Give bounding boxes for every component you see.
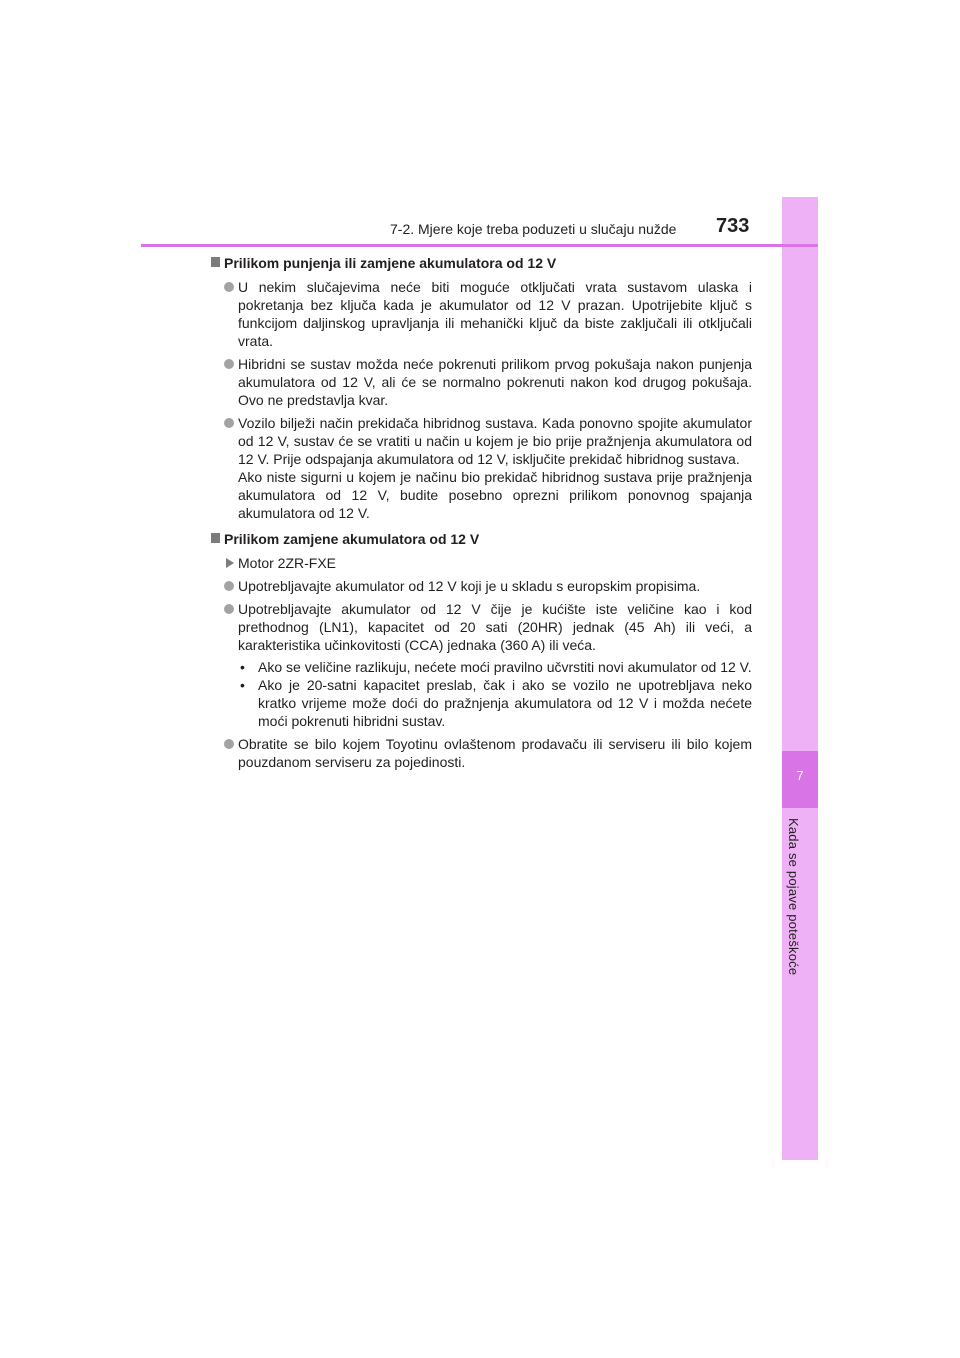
header-rule [141, 244, 818, 247]
section-title: 7-2. Mjere koje treba poduzeti u slučaju nužde [390, 221, 677, 237]
engine-label-text: Motor 2ZR-FXE [238, 555, 337, 571]
sub-list-item-text: Ako se veličine razlikuju, nećete moći pravilno učvrstiti novi akumulator od 12 V. [258, 659, 752, 675]
circle-bullet-icon [224, 418, 234, 428]
dot-bullet-icon: • [240, 659, 245, 675]
chapter-tab-strip [782, 197, 818, 1160]
list-item [210, 355, 752, 409]
dot-bullet-icon: • [240, 677, 245, 693]
circle-bullet-icon [224, 739, 234, 749]
list-item-text: Vozilo bilježi način prekidača hibridnog sustava. Kada ponovno spojite akumulator od 12 V, sustav će se vratiti u način u kojem je bio prije pražnjenja akumulatora od 12 V. Prije odspajanja akumulatora od 12 V, isključite prekidač hibridnog sustava. [238, 415, 752, 467]
list-item-text: Upotrebljavajte akumulator od 12 V čije je kućište iste veličine kao i kod prethodnog (LN1), kapacitet od 20 sati (20HR) jednak (45 Ah) ili veći, a karakteristika učinkovitosti (CCA) jednaka (360 A) ili veća. [238, 601, 752, 653]
section-heading [210, 254, 752, 272]
list-item [210, 577, 752, 595]
list-item-text: Ako niste sigurni u kojem je načinu bio prekidač hibridnog sustava prije pražnjenja akumulatora od 12 V, budite posebno oprezni prilikom ponovnog spajanja akumulatora od 12 V. [238, 469, 752, 521]
square-bullet-icon [211, 257, 220, 267]
section-heading [210, 530, 752, 548]
section-heading-text: Prilikom zamjene akumulatora od 12 V [224, 531, 480, 547]
list-item-text: Hibridni se sustav možda neće pokrenuti prilikom prvog pokušaja nakon punjenja akumulatora od 12 V, ali će se normalno pokrenuti nakon kod drugog pokušaja. Ovo ne predstavlja kvar. [238, 356, 752, 408]
engine-label [210, 554, 752, 572]
sub-list-item [210, 658, 752, 676]
list-item-text: Upotrebljavajte akumulator od 12 V koji je u skladu s europskim propisima. [238, 578, 701, 594]
sub-list-item [210, 676, 752, 730]
list-item [210, 278, 752, 350]
list-item [210, 414, 752, 522]
list-item-text: U nekim slučajevima neće biti moguće otključati vrata sustavom ulaska i pokretanja bez ključa kada je akumulator od 12 V prazan. Upotrijebite ključ s funkcijom daljinskog upravljanja ili mehanički ključ da biste zaključali ili otključali vrata. [238, 279, 752, 349]
square-bullet-icon [211, 533, 220, 543]
triangle-bullet-icon [226, 558, 234, 568]
list-item [210, 600, 752, 730]
circle-bullet-icon [224, 581, 234, 591]
list-item [210, 735, 752, 771]
chapter-number: 7 [796, 768, 804, 783]
page-content [210, 254, 752, 776]
section-heading-text: Prilikom punjenja ili zamjene akumulatora od 12 V [224, 255, 557, 271]
chapter-title: Kada se pojave poteškoće [786, 818, 801, 976]
circle-bullet-icon [224, 359, 234, 369]
circle-bullet-icon [224, 282, 234, 292]
list-item-text: Obratite se bilo kojem Toyotinu ovlaštenom prodavaču ili serviseru ili bilo kojem pouzdanom serviseru za pojedinosti. [238, 736, 752, 770]
circle-bullet-icon [224, 604, 234, 614]
page-number: 733 [716, 215, 750, 237]
sub-list-item-text: Ako je 20-satni kapacitet preslab, čak i ako se vozilo ne upotrebljava neko kratko vrijeme može doći do pražnjenja akumulatora od 12 V i možda nećete moći pokrenuti hibridni sustav. [258, 677, 752, 729]
